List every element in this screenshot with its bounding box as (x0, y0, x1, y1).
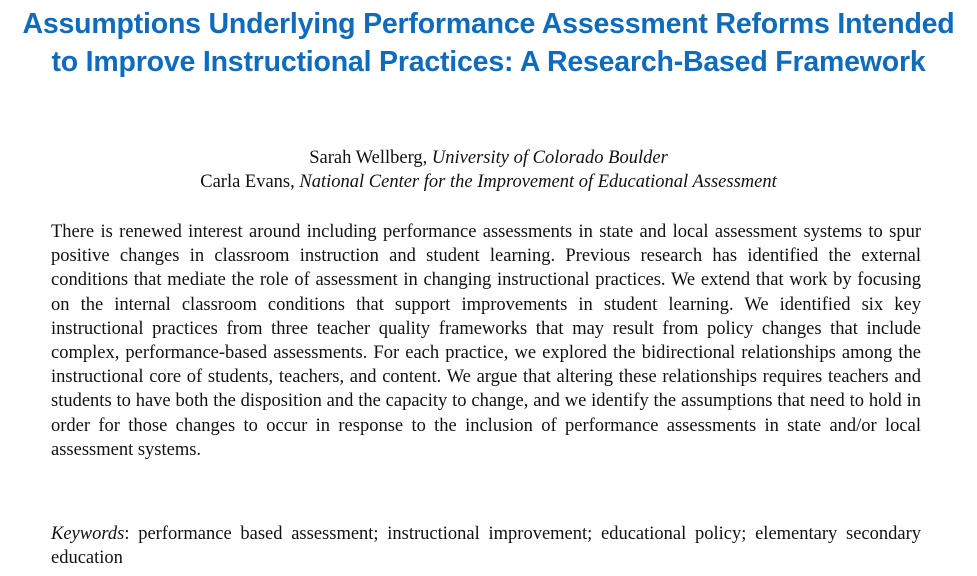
author-1-affiliation: University of Colorado Boulder (431, 148, 668, 168)
author-list (0, 146, 977, 194)
author-2-name: Carla Evans, (200, 172, 300, 192)
author-2-affiliation: National Center for the Improvement of Educational Assessment (299, 172, 777, 192)
keywords-text: : performance based assessment; instructional improvement; educational policy; elementary secondary education (51, 524, 921, 569)
author-1-name: Sarah Wellberg, (309, 148, 432, 168)
abstract-paragraph: There is renewed interest around including performance assessments in state and local assessment systems to spur positive changes in classroom instruction and student learning. Previous research has identified the external conditions that mediate the role of assessment in changing instructional practices. We extend that work by focusing on the internal classroom conditions that support improvements in student learning. We identified six key instructional practices from three teacher quality frameworks that may result from policy changes that include complex, performance-based assessments. For each practice, we explored the bidirectional relationships among the instructional core of students, teachers, and content. We argue that altering these relationships requires teachers and students to have both the disposition and the capacity to change, and we identify the assumptions that need to hold in order for those changes to occur in response to the inclusion of performance assessments in state and/or local assessment systems. (51, 222, 921, 460)
author-2 (0, 170, 977, 194)
author-1 (0, 146, 977, 170)
paper-title: Assumptions Underlying Performance Assessment Reforms Intended to Improve Instructional Practices: A Research-Based Framework (22, 8, 955, 78)
keywords-label: Keywords (51, 524, 125, 544)
keywords-paragraph (51, 522, 921, 570)
